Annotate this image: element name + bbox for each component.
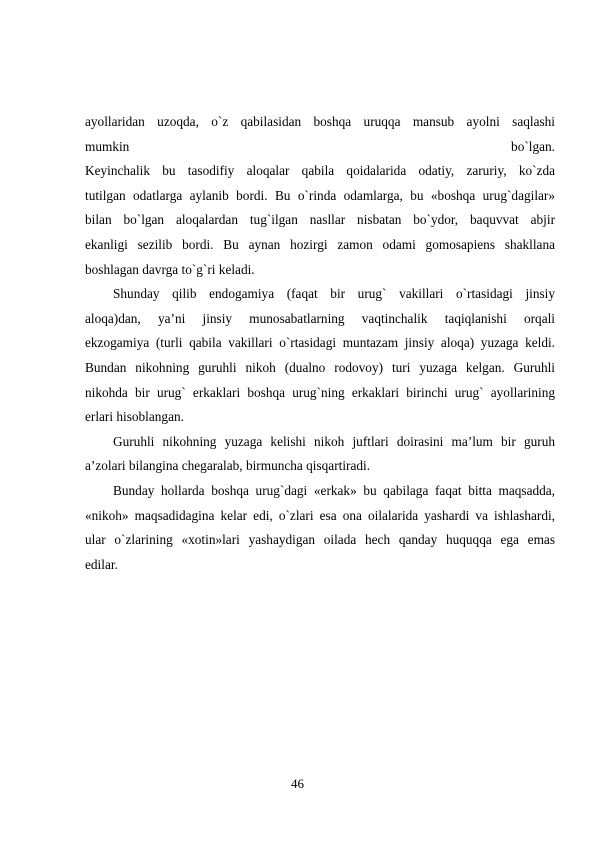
paragraph (85, 479, 555, 577)
text-line: nikohda bir urug` erkaklari boshqa urug`ning erkaklari birinchi urug` ayollarining (85, 384, 555, 400)
text-line: ekanligi sezilib bordi. Bu aynan hozirgi zamon odami gomosapiens shakllana (85, 236, 555, 252)
text-line: «nikoh» maqsadidagina kelar edi, o`zlari esa ona oilalarida yashardi va ishlashardi, (85, 507, 555, 523)
text-line: mumkin bo`lgan. (85, 138, 555, 154)
text-line: Shunday qilib endogamiya (faqat bir urug` vakillari o`rtasidagi jinsiy (113, 286, 555, 302)
paragraph (85, 110, 555, 282)
text-line: Bundan nikohning guruhli nikoh (dualno rodovoy) turi yuzaga kelgan. Guruhli (85, 359, 555, 375)
paragraph (85, 430, 555, 479)
text-line: Keyinchalik bu tasodifiy aloqalar qabila qoidalarida odatiy, zaruriy, ko`zda (85, 163, 555, 179)
paragraph (85, 282, 555, 430)
body-text (85, 110, 555, 577)
page-number: 46 (291, 776, 304, 791)
text-line: ayollaridan uzoqda, o`z qabilasidan boshqa uruqqa mansub ayolni saqlashi (85, 114, 555, 129)
text-line: ekzogamiya (turli qabila vakillari o`rtasidagi muntazam jinsiy aloqa) yuzaga keldi. (85, 335, 555, 351)
text-line: boshlagan davrga to`g`ri keladi. (85, 261, 255, 277)
text-line: bilan bo`lgan aloqalardan tug`ilgan nasllar nisbatan bo`ydor, baquvvat abjir (85, 212, 555, 228)
text-line: a’zolari bilangina chegaralab, birmuncha qisqartiradi. (85, 458, 371, 474)
text-line: edilar. (85, 556, 118, 572)
text-line: ular o`zlarining «xotin»lari yashaydigan oilada hech qanday huquqqa ega emas (85, 532, 555, 548)
text-line: Guruhli nikohning yuzaga kelishi nikoh juftlari doirasini ma’lum bir guruh (113, 433, 555, 449)
text-line: aloqa)dan, ya’ni jinsiy munosabatlarning vaqtinchalik taqiqlanishi orqali (85, 310, 555, 326)
text-line: Bunday hollarda boshqa urug`dagi «erkak» bu qabilaga faqat bitta maqsadda, (113, 482, 555, 498)
text-line: tutilgan odatlarga aylanib bordi. Bu o`rinda odamlarga, bu «boshqa urug`dagilar» (85, 187, 555, 203)
text-line: erlari hisoblangan. (85, 409, 184, 425)
